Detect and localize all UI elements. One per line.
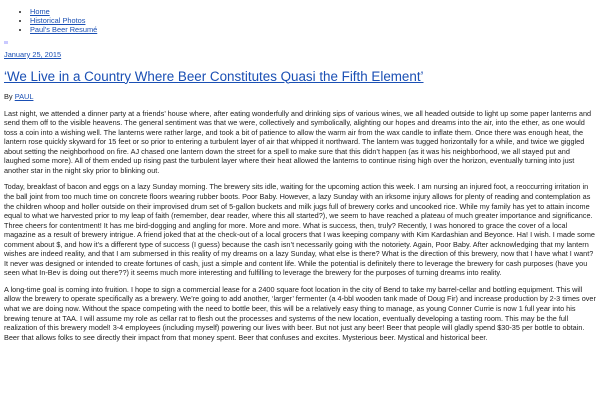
byline-prefix: By bbox=[4, 91, 15, 101]
nav-item-home bbox=[30, 7, 596, 16]
post-paragraph-1: Last night, we attended a dinner party at a friends’ house where, after eating wonderfully and drinking sips of various wines, we all headed outside to light up some paper lanterns and send them off to the visible heavens. The general sentiment was that we were, collectively and symbolically, alighting our hopes and dreams into the air, into the ether, as one would toss a coin into a wishing well. The lanterns were rather large, and took a bit of patience to allow the warm air from the wax candle to inflate them. Once there was enough heat, the lantern rose quickly skyward for 15 feet or so prior to entering a turbulent layer of air that whipped it northward. The lantern was tugged horizontally for a while, and twice we giggled about setting the neighborhood on fire. AJ chased one lantern down the street for a spell to make sure that this didn’t happen (as it was his neighborhood, we all stayed put and laughed some more). All of them ended up rising past the turbulent layer where their heat allowed the lanterns to continue rising high over the horizon, eventually turning into just another star in the night sky prior to blinking out. bbox=[4, 108, 592, 175]
nav-item-beer-resume bbox=[30, 25, 596, 34]
top-nav bbox=[4, 0, 596, 35]
nav-link-beer-resume[interactable]: Paul’s Beer Resumé bbox=[30, 25, 98, 35]
post-paragraph-2: Today, breakfast of bacon and eggs on a lazy Sunday morning. The brewery sits idle, waiting for the upcoming action this week. I am nursing an injured foot, a reoccurring irritation in the ball joint from too much time on concrete floors wearing rubber boots. Poor Baby. However, a lazy Sunday with an irksome injury allows for plenty of reading and contemplation as the children whoop and holler outside on their improvised drum set of 5-gallon buckets and milk jugs full of brewery corks and uncooked rice. While my family has yet to attain income equal to what we harvested prior to my leap of faith (remember, dear reader, where this all started?), we seem to have reached a plateau of much greater importance and significance. Three cheers for contentment! It has me bird-dogging and angling for more. More and more. What is success, then, truly? Recently, I was honored to grace the cover of a local magazine as a result of brewery intrigue. A friend joked that at the check-out of a local grocers that I was keeping company with Kim Kardashian and Beyonce. Ha! I wish. I made some comment about $, and how it’s a different type of success (I guess) because the cash isn’t necessarily going with the notoriety. Again, Poor Baby. After acknowledging that my lantern wishes are indeed reality, and that I am submersed in this reality of my dreams on a lazy Sunday, what else is there? What is the direction of this brewery, now that I have what I want? It never was designed or intended to create fortunes of cash, just a simple and content life. While the potential is definitely there to leverage the brewery for cash purposes (have you seen what In-Bev is doing out there??) it seems much more interesting and fulfilling to leverage the brewery for the purposes of turning dreams into reality. bbox=[4, 182, 595, 278]
nav-link-historical-photos[interactable]: Historical Photos bbox=[30, 16, 86, 26]
post-byline bbox=[4, 92, 596, 101]
post-body bbox=[4, 109, 596, 343]
post bbox=[4, 44, 596, 343]
post-date-link[interactable]: January 25, 2015 bbox=[4, 49, 62, 59]
nav-link-home[interactable]: Home bbox=[30, 7, 50, 16]
nav-item-historical-photos bbox=[30, 16, 596, 25]
author-link[interactable]: PAUL bbox=[14, 91, 34, 101]
post-title bbox=[4, 69, 596, 85]
post-title-link[interactable]: ‘We Live in a Country Where Beer Constitutes Quasi the Fifth Element’ bbox=[4, 68, 424, 84]
post-paragraph-3: A long-time goal is coming into fruition. I hope to sign a commercial lease for a 2400 square foot location in the city of Bend to take my barrel-cellar and bottling equipment. This will allow the brewery to operate specifically as a brewery. We’re going to add another, ‘larger’ fermenter (a 4-bbl wooden tank made of Doug Fir) and increase production by 2-3 times over what we are doing now. Without the space competing with the need to bottle beer, this will be a relatively easy thing to manage, as young Conner Currie is now 1 full year into his brewing tenure at TAA. I will assume my role as cellar rat to flesh out the processes and systems of the new location, eventually developing a tasting room. This may be the full realization of this brewery model! 3-4 employees (including myself) powering our lives with beer. But not just any beer! Beer that people will gladly spend $30-35 per bottle to obtain. Beer that allows folks to see directly their impact from that money spent. Beer that confuses and excites. Mysterious beer. Mystical and historical beer. bbox=[4, 284, 596, 342]
